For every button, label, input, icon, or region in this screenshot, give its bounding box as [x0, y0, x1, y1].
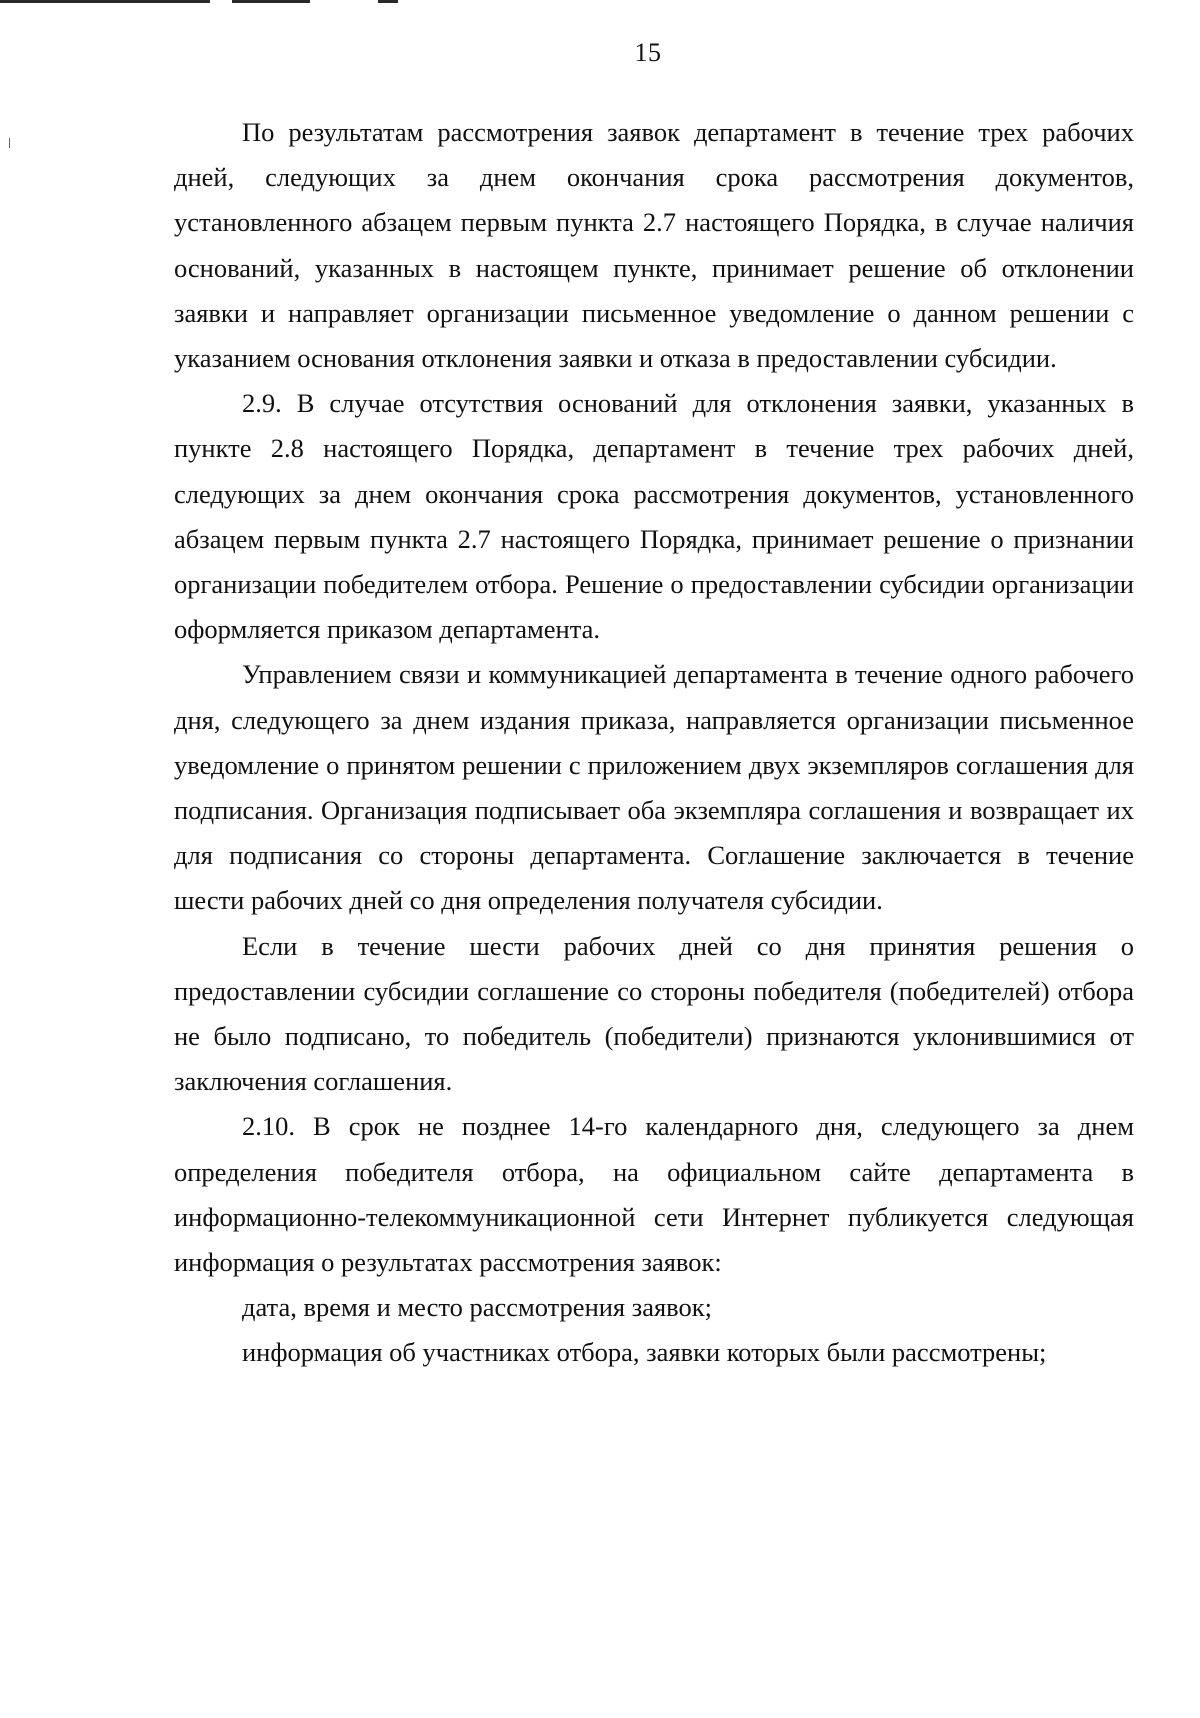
document-body	[174, 110, 1134, 1376]
page-number: 15	[634, 38, 662, 67]
scan-edge-line	[0, 0, 210, 3]
list-item-participants: информация об участниках отбора, заявки которых были рассмотрены;	[242, 1337, 1047, 1368]
paragraph-2-10: 2.10. В срок не позднее 14-го календарного дня, следующего за днем определения победителя отбора, на официальном сайте департамента в информационно-телекоммуникационной сети Интернет публикуется следующая информация о результатах рассмотрения заявок:	[174, 1111, 1134, 1278]
paragraph-rejection-decision: По результатам рассмотрения заявок департамент в течение трех рабочих дней, следующих за днем окончания срока рассмотрения документов, установленного абзацем первым пункта 2.7 настоящего Порядка, в случае наличия оснований, указанных в настоящем пункте, принимает решение об отклонении заявки и направляет организации письменное уведомление о данном решении с указанием основания отклонения заявки и отказа в предоставлении субсидии.	[174, 117, 1134, 374]
scan-margin-mark	[9, 138, 10, 148]
list-item-date-time-place: дата, время и место рассмотрения заявок;	[242, 1292, 712, 1323]
scan-edge-line	[378, 0, 398, 3]
paragraph-2-9: 2.9. В случае отсутствия оснований для отклонения заявки, указанных в пункте 2.8 настоящего Порядка, департамент в течение трех рабочих дней, следующих за днем окончания срока рассмотрения документов, установленного абзацем первым пункта 2.7 настоящего Порядка, принимает решение о признании организации победителем отбора. Решение о предоставлении субсидии организации оформляется приказом департамента.	[174, 388, 1134, 645]
paragraph-notification: Управлением связи и коммуникацией департамента в течение одного рабочего дня, следующего за днем издания приказа, направляется организации письменное уведомление о принятом решении с приложением двух экземпляров соглашения для подписания. Организация подписывает оба экземпляра соглашения и возвращает их для подписания со стороны департамента. Соглашение заключается в течение шести рабочих дней со дня определения получателя субсидии.	[174, 659, 1134, 916]
scan-edge-line	[232, 0, 310, 3]
paragraph-evasion: Если в течение шести рабочих дней со дня принятия решения о предоставлении субсидии соглашение со стороны победителя (победителей) отбора не было подписано, то победитель (победители) признаются уклонившимися от заключения соглашения.	[174, 930, 1134, 1097]
